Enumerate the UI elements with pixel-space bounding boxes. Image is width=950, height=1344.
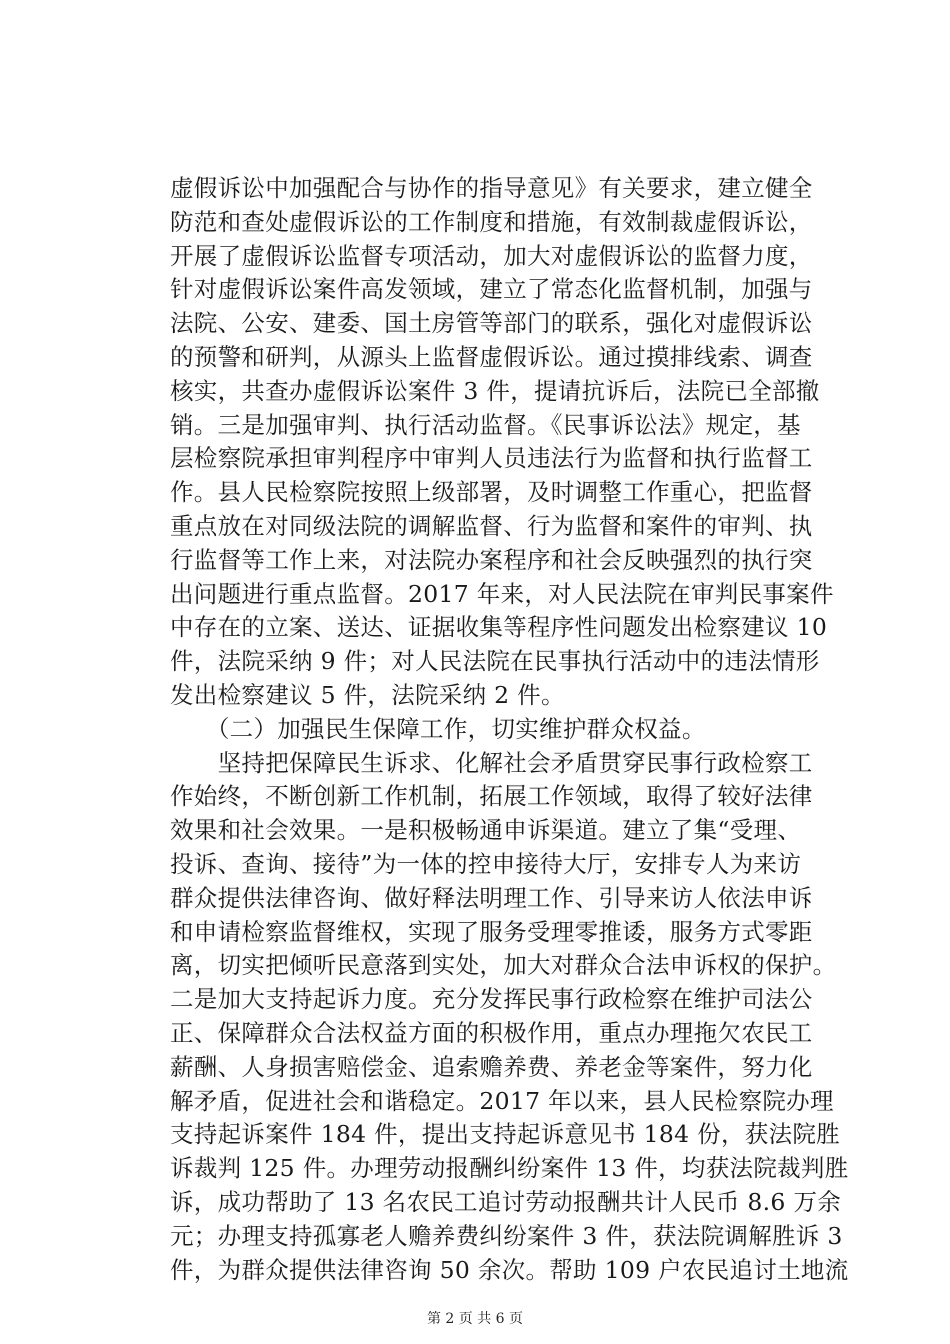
text-line: 诉裁判 125 件。办理劳动报酬纠纷案件 13 件，均获法院裁判胜	[170, 1154, 849, 1183]
text-line: 销。三是加强审判、执行活动监督。《民事诉讼法》规定，基	[170, 410, 801, 439]
text-line: 核实，共查办虚假诉讼案件 3 件，提请抗诉后，法院已全部撤	[170, 376, 820, 405]
text-line: 针对虚假诉讼案件高发领域，建立了常态化监督机制，加强与	[170, 275, 813, 304]
text-line: 法院、公安、建委、国土房管等部门的联系，强化对虚假诉讼	[170, 309, 813, 338]
text-line: 和申请检察监督维权，实现了服务受理零推诿，服务方式零距	[170, 917, 813, 946]
text-line: 解矛盾，促进社会和谐稳定。2017 年以来，县人民检察院办理	[170, 1086, 834, 1115]
text-line: 正、保障群众合法权益方面的积极作用，重点办理拖欠农民工	[170, 1018, 813, 1047]
text-line: 行监督等工作上来，对法院办案程序和社会反映强烈的执行突	[170, 545, 813, 574]
text-line: 作。县人民检察院按照上级部署，及时调整工作重心，把监督	[170, 478, 813, 507]
text-line: 开展了虚假诉讼监督专项活动，加大对虚假诉讼的监督力度，	[170, 241, 813, 270]
text-line: 群众提供法律咨询、做好释法明理工作、引导来访人依法申诉	[170, 883, 813, 912]
page-number-footer: 第 2 页 共 6 页	[426, 1311, 524, 1327]
text-line: 诉，成功帮助了 13 名农民工追讨劳动报酬共计人民币 8.6 万余	[170, 1187, 842, 1216]
text-line: 二是加大支持起诉力度。充分发挥民事行政检察在维护司法公	[170, 985, 813, 1014]
text-line: 支持起诉案件 184 件，提出支持起诉意见书 184 份，获法院胜	[170, 1120, 840, 1149]
section-heading: （二）加强民生保障工作，切实维护群众权益。	[170, 714, 706, 743]
text-line: 层检察院承担审判程序中审判人员违法行为监督和执行监督工	[170, 444, 813, 473]
text-line: 作始终，不断创新工作机制，拓展工作领域，取得了较好法律	[170, 782, 813, 811]
text-line: 发出检察建议 5 件，法院采纳 2 件。	[170, 680, 565, 709]
text-line: 中存在的立案、送达、证据收集等程序性问题发出检察建议 10	[170, 613, 828, 642]
text-line: 的预警和研判，从源头上监督虚假诉讼。通过摸排线索、调查	[170, 342, 813, 371]
text-line: 件，为群众提供法律咨询 50 余次。帮助 109 户农民追讨土地流	[170, 1255, 849, 1284]
text-line: 防范和查处虚假诉讼的工作制度和措施，有效制裁虚假诉讼，	[170, 207, 813, 236]
text-line: 重点放在对同级法院的调解监督、行为监督和案件的审判、执	[170, 511, 813, 540]
body-text	[170, 172, 849, 1287]
text-line: 件，法院采纳 9 件；对人民法院在民事执行活动中的违法情形	[170, 647, 820, 676]
text-line: 投诉、查询、接待”为一体的控申接待大厅，安排专人为来访	[170, 849, 802, 878]
text-line: 元；办理支持孤寡老人赡养费纠纷案件 3 件，获法院调解胜诉 3	[170, 1221, 843, 1250]
text-line: 离，切实把倾听民意落到实处，加大对群众合法申诉权的保护。	[170, 951, 837, 980]
text-line: 虚假诉讼中加强配合与协作的指导意见》有关要求，建立健全	[170, 174, 813, 202]
text-line: 薪酬、人身损害赔偿金、追索赡养费、养老金等案件，努力化	[170, 1052, 813, 1081]
text-line: 坚持把保障民生诉求、化解社会矛盾贯穿民事行政检察工	[170, 748, 813, 777]
text-line: 效果和社会效果。一是积极畅通申诉渠道。建立了集“受理、	[170, 816, 802, 845]
text-line: 出问题进行重点监督。2017 年来，对人民法院在审判民事案件	[170, 579, 834, 608]
